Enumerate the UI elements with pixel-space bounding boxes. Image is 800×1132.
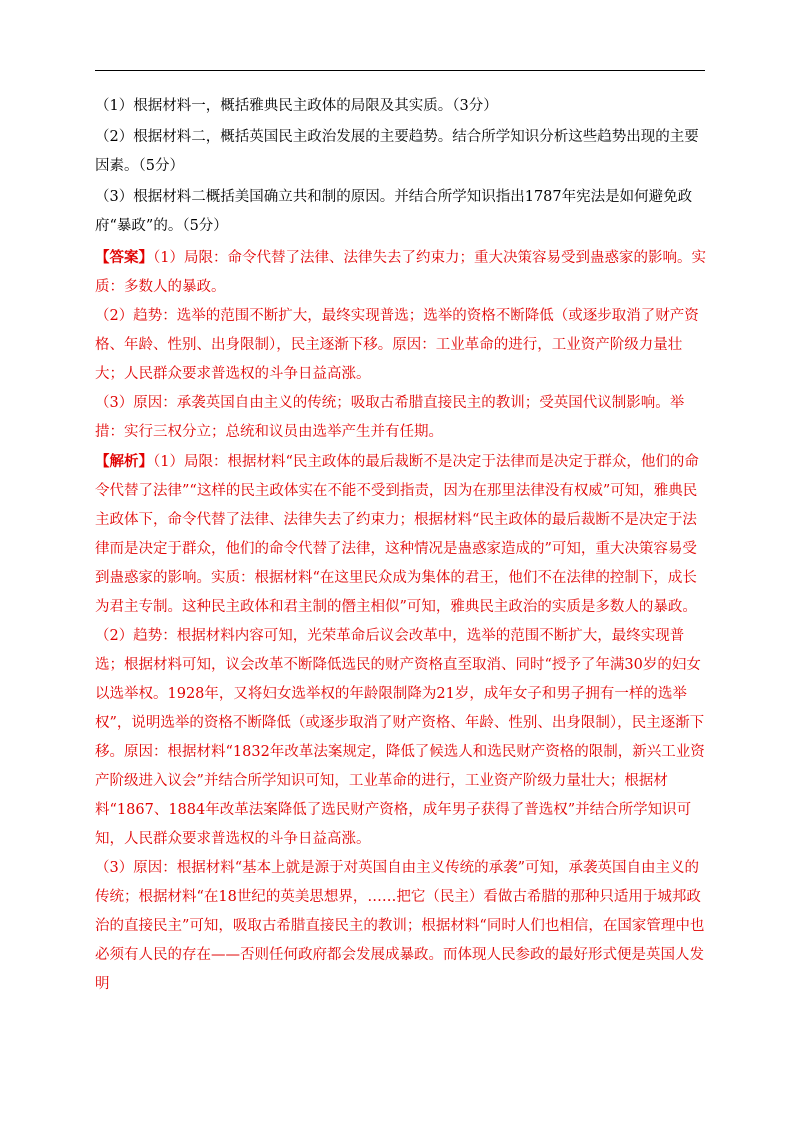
answer-paragraph-1 (95, 243, 710, 302)
answer-paragraph-2: （2）趋势：选举的范围不断扩大，最终实现普选；选举的资格不断降低（或逐步取消了财产资格、年龄、性别、出身限制），民主逐渐下移。原因：工业革命的进行，工业资产阶级力量壮大；人民群众要求普选权的斗争日益高涨。 (95, 308, 699, 382)
question-1: （1）根据材料一，概括雅典民主政体的局限及其实质。（3分） (95, 98, 498, 114)
question-3: （3）根据材料二概括美国确立共和制的原因。并结合所学知识指出1787年宪法是如何避免政府“暴政”的。（5分） (95, 189, 693, 234)
analysis-paragraph-1 (95, 447, 710, 622)
analysis-paragraph-3: （3）原因：根据材料“基本上就是源于对英国自由主义传统的承袭”可知，承袭英国自由主义的传统；根据材料“在18世纪的英美思想界，……把它（民主）看做古希腊的那种只适用于城邦政治的直接民主”可知，吸取古希腊直接民主的教训；根据材料“同时人们也相信，在国家管理中也必须有人民的存在——否则任何政府都会发展成暴政。而体现人民参政的最好形式便是英国人发明 (95, 860, 705, 992)
header-rule (95, 70, 705, 71)
analysis-text-1: （1）局限：根据材料“民主政体的最后裁断不是决定于法律而是决定于群众，他们的命令代替了法律”“这样的民主政体实在不能不受到指责，因为在那里法律没有权威”可知，雅典民主政体下，命令代替了法律、法律失去了约束力；根据材料“民主政体的最后裁断不是决定于法律而是决定于群众，他们的命令代替了法律，这种情况是蛊惑家造成的”可知，重大决策容易受到蛊惑家的影响。实质：根据材料“在这里民众成为集体的君王，他们不在法律的控制下，成长为君主专制。这种民主政体和君主制的僭主相似”可知，雅典民主政治的实质是多数人的暴政。 (95, 454, 699, 615)
answer-text-1: （1）局限：命令代替了法律、法律失去了约束力；重大决策容易受到蛊惑家的影响。实质：多数人的暴政。 (95, 250, 706, 295)
question-2: （2）根据材料二，概括英国民主政治发展的主要趋势。结合所学知识分析这些趋势出现的主要因素。（5分） (95, 129, 699, 174)
analysis-tag: 【解析】 (95, 453, 153, 470)
document-body (95, 92, 710, 999)
answer-tag: 【答案】 (95, 249, 153, 266)
analysis-paragraph-2: （2）趋势：根据材料内容可知，光荣革命后议会改革中，选举的范围不断扩大，最终实现普选；根据材料可知，议会改革不断降低选民的财产资格直至取消、同时“授予了年满30岁的妇女以选举权。1928年，又将妇女选举权的年龄限制降为21岁，成年女子和男子拥有一样的选举权”，说明选举的资格不断降低（或逐步取消了财产资格、年龄、性别、出身限制），民主逐渐下移。原因：根据材料“1832年改革法案规定，降低了候选人和选民财产资格的限制，新兴工业资产阶级进入议会”并结合所学知识可知，工业革命的进行，工业资产阶级力量壮大；根据材料“1867、1884年改革法案降低了选民财产资格，成年男子获得了普选权”并结合所学知识可知，人民群众要求普选权的斗争日益高涨。 (95, 628, 705, 847)
answer-paragraph-3: （3）原因：承袭英国自由主义的传统；吸取古希腊直接民主的教训；受英国代议制影响。举措：实行三权分立；总统和议员由选举产生并有任期。 (95, 395, 685, 440)
